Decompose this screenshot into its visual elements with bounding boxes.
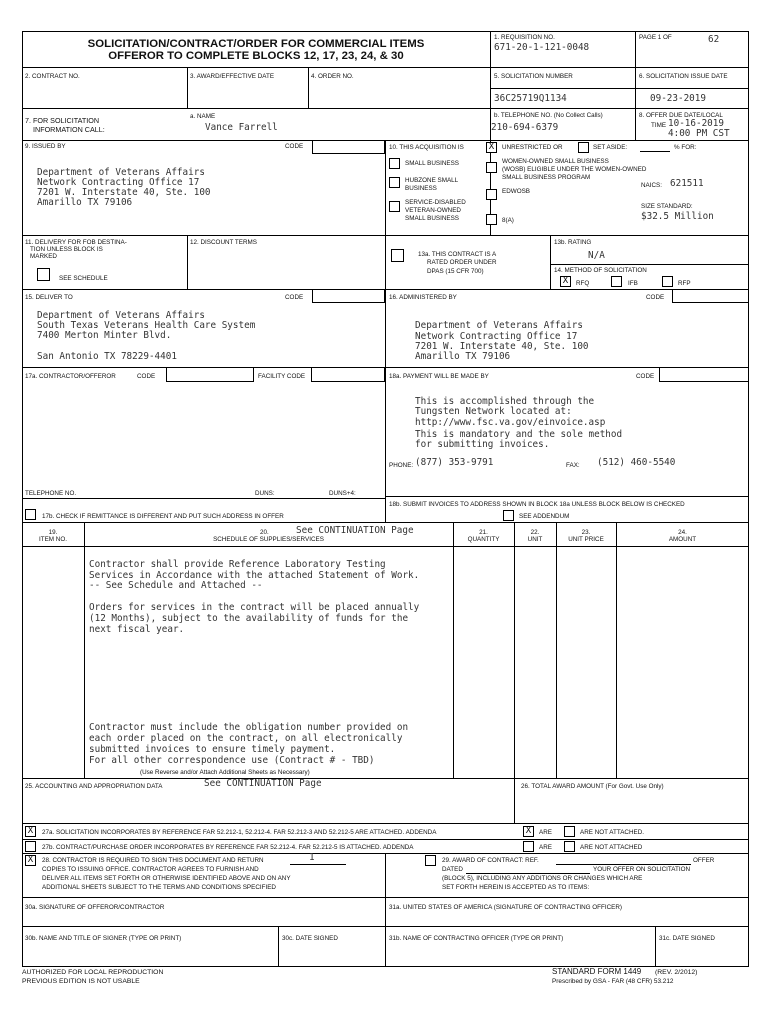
see-schedule-checkbox[interactable] <box>37 268 50 281</box>
col19-header-2: ITEM NO. <box>39 536 67 543</box>
addenda-b-are-not-checkbox[interactable] <box>564 841 575 852</box>
delivery-label-3: MARKED <box>30 253 57 260</box>
copies-field[interactable]: 1 <box>309 852 315 863</box>
administered-by-label: 16. ADMINISTERED BY <box>389 294 457 301</box>
phone-label: b. TELEPHONE NO. (No Collect Calls) <box>494 112 603 119</box>
issued-by-line: Network Contracting Office 17 <box>37 177 200 188</box>
offer-due-time[interactable]: 4:00 PM CST <box>668 128 730 139</box>
schedule-footnote: (Use Reverse and/or Attach Additional Sheets as Necessary) <box>140 769 310 776</box>
order-no-label: 4. ORDER NO. <box>311 73 354 80</box>
award-offer-label: OFFER <box>693 857 715 864</box>
col21-header: 21. <box>479 529 488 536</box>
sdvosb-label-3: SMALL BUSINESS <box>405 215 460 222</box>
payment-line: for submitting invoices. <box>415 439 550 450</box>
name-label: a. NAME <box>190 113 216 120</box>
method-label: 14. METHOD OF SOLICITATION <box>554 267 647 274</box>
rated-order-label-2: RATED ORDER UNDER <box>427 259 497 266</box>
rating-field[interactable]: N/A <box>588 250 605 261</box>
date-signed-30c-label: 30c. DATE SIGNED <box>282 935 338 942</box>
acquisition-label: 10. THIS ACQUISITION IS <box>389 144 464 151</box>
rated-order-checkbox[interactable] <box>391 249 404 262</box>
total-award-label: 26. TOTAL AWARD AMOUNT (For Govt. Use Only) <box>521 783 664 790</box>
rating-label: 13b. RATING <box>554 239 592 246</box>
rule <box>655 926 656 967</box>
clause-28-text-4: ADDITIONAL SHEETS SUBJECT TO THE TERMS AND CONDITIONS SPECIFIED <box>42 884 276 891</box>
award-checkbox[interactable] <box>425 855 436 866</box>
block7-label-2: INFORMATION CALL: <box>33 125 105 134</box>
set-aside-checkbox[interactable] <box>578 142 589 153</box>
naics-label: NAICS: <box>641 182 662 189</box>
administered-by-code-field[interactable] <box>672 289 749 303</box>
rule <box>22 108 749 109</box>
col19-header: 19. <box>48 529 58 536</box>
rule <box>385 496 749 497</box>
schedule-text: -- See Schedule and Attached -- <box>89 580 263 591</box>
deliver-to-code-label: CODE <box>285 294 304 301</box>
size-standard-label: SIZE STANDARD: <box>641 203 693 210</box>
col24-header-2: AMOUNT <box>668 536 697 543</box>
addenda-b-are-not-label: ARE NOT ATTACHED <box>580 844 643 851</box>
award-text: 29. AWARD OF CONTRACT: REF. <box>442 857 539 864</box>
eight-a-label: 8(A) <box>502 217 514 224</box>
schedule-text: For all other correspondence use (Contract # - TBD) <box>89 755 375 766</box>
col22-header: 22. <box>530 529 540 536</box>
telephone-label: TELEPHONE NO. <box>25 490 77 497</box>
col20-header-2: SCHEDULE OF SUPPLIES/SERVICES <box>213 536 324 543</box>
award-date-label: 3. AWARD/EFFECTIVE DATE <box>190 73 275 80</box>
rule <box>550 235 551 289</box>
sdvosb-label-2: VETERAN-OWNED <box>405 207 461 214</box>
unrestricted-checkbox[interactable]: X <box>486 142 497 153</box>
administered-by-line: Amarillo TX 79106 <box>415 351 511 362</box>
rule <box>22 522 749 523</box>
addenda-b-are-label: ARE <box>539 844 552 851</box>
offer-due-label: 8. OFFER DUE DATE/LOCAL <box>639 112 723 119</box>
rule <box>187 67 188 108</box>
col20-note: See CONTINUATION Page <box>296 525 414 536</box>
issued-by-line: Department of Veterans Affairs <box>37 167 205 178</box>
signature-offeror-label: 30a. SIGNATURE OF OFFEROR/CONTRACTOR <box>25 904 165 911</box>
footer-form-rev: (REV. 2/2012) <box>655 969 698 976</box>
footer-edition: PREVIOUS EDITION IS NOT USABLE <box>22 978 140 985</box>
clause-27b-checkbox[interactable] <box>25 841 36 852</box>
rule <box>278 926 279 967</box>
rfp-label: RFP <box>678 280 691 287</box>
submit-invoices-label: 18b. SUBMIT INVOICES TO ADDRESS SHOWN IN BLOCK 18a UNLESS BLOCK BELOW IS CHECKED <box>389 501 685 508</box>
unrestricted-label: UNRESTRICTED OR <box>502 144 563 151</box>
discount-terms-label: 12. DISCOUNT TERMS <box>190 239 257 246</box>
award-dated-label: DATED <box>442 866 463 873</box>
addenda-are-label: ARE <box>539 829 552 836</box>
contractor-label: 17a. CONTRACTOR/OFFEROR <box>25 373 116 380</box>
addenda-are-checkbox[interactable]: X <box>523 826 534 837</box>
duns-label: DUNS: <box>255 490 275 497</box>
deliver-to-line: Department of Veterans Affairs <box>37 310 205 321</box>
issued-by-label: 9. ISSUED BY <box>25 143 66 150</box>
requisition-field[interactable]: 671-20-1-121-0048 <box>494 42 590 53</box>
hubzone-checkbox[interactable] <box>389 177 400 188</box>
clause-27a-checkbox[interactable]: X <box>25 826 36 837</box>
clause-28-text-3: DELIVER ALL ITEMS SET FORTH OR OTHERWISE IDENTIFIED ABOVE AND ON ANY <box>42 875 291 882</box>
contractor-code-label: CODE <box>137 373 156 380</box>
issued-by-code-field[interactable] <box>312 140 385 154</box>
set-aside-label: SET ASIDE: <box>593 144 628 151</box>
date-signed-31c-label: 31c. DATE SIGNED <box>659 935 715 942</box>
form-subtitle: OFFEROR TO COMPLETE BLOCKS 12, 17, 23, 24, & 30 <box>108 50 404 62</box>
rated-order-label-3: DPAS (15 CFR 700) <box>427 268 484 275</box>
see-schedule-label: SEE SCHEDULE <box>59 275 108 282</box>
offer-due-label-2: TIME <box>651 122 667 129</box>
rule <box>550 264 749 265</box>
rated-order-label: 13a. THIS CONTRACT IS A <box>418 251 497 258</box>
small-business-label: SMALL BUSINESS <box>405 160 460 167</box>
for-label: % FOR: <box>674 144 697 151</box>
remittance-checkbox[interactable] <box>25 509 36 520</box>
solicitation-no-label: 5. SOLICITATION NUMBER <box>494 73 573 80</box>
rfp-checkbox[interactable] <box>662 276 673 287</box>
contract-no-label: 2. CONTRACT NO. <box>25 73 80 80</box>
rule <box>453 522 454 778</box>
schedule-text: Contractor must include the obligation number provided on <box>89 722 409 733</box>
small-business-checkbox[interactable] <box>389 158 400 169</box>
phone-field[interactable]: 210-694-6379 <box>491 122 559 133</box>
clause-28-checkbox[interactable]: X <box>25 855 36 866</box>
page-total: 62 <box>708 34 720 45</box>
schedule-text: each order placed on the contract, on all electronically <box>89 733 403 744</box>
rule <box>514 522 515 778</box>
rule <box>385 926 386 967</box>
payment-fax-label: FAX: <box>566 462 580 469</box>
requisition-label: 1. REQUISITION NO. <box>494 34 555 41</box>
payment-fax-field: (512) 460-5540 <box>597 457 676 468</box>
rule <box>22 67 749 68</box>
signer-name-label: 30b. NAME AND TITLE OF SIGNER (TYPE OR PRINT) <box>25 935 182 942</box>
ifb-checkbox[interactable] <box>611 276 622 287</box>
addenda-are-not-checkbox[interactable] <box>564 826 575 837</box>
rule <box>385 140 386 522</box>
rule <box>308 67 309 108</box>
deliver-to-label: 15. DELIVER TO <box>25 294 73 301</box>
rule <box>187 235 188 289</box>
issue-date-label: 6. SOLICITATION ISSUE DATE <box>639 73 728 80</box>
accounting-label: 25. ACCOUNTING AND APPROPRIATION DATA <box>25 783 163 790</box>
col20-header: 20. <box>260 529 269 536</box>
clause-27b-label: 27b. CONTRACT/PURCHASE ORDER INCORPORATES BY REFERENCE FAR 52.212-4. FAR 52.212-5 IS ATTACHED. ADDENDA <box>42 844 414 851</box>
delivery-label-2: TION UNLESS BLOCK IS <box>30 246 103 253</box>
sdvosb-checkbox[interactable] <box>389 201 400 212</box>
see-addendum-checkbox[interactable] <box>503 510 514 521</box>
contractor-code-field[interactable] <box>166 367 254 382</box>
see-addendum-label: SEE ADDENDUM <box>519 513 570 520</box>
wosb-label-3: SMALL BUSINESS PROGRAM <box>502 174 591 181</box>
administered-by-line: Department of Veterans Affairs <box>415 320 583 331</box>
block7-label: 7. FOR SOLICITATION <box>25 116 100 125</box>
award-text-3: (BLOCK 5), INCLUDING ANY ADDITIONS OR CHANGES WHICH ARE <box>442 875 643 882</box>
schedule-text: Services in Accordance with the attached Statement of Work. <box>89 570 420 581</box>
clause-28-text: 28. CONTRACTOR IS REQUIRED TO SIGN THIS DOCUMENT AND RETURN <box>42 857 264 864</box>
eight-a-checkbox[interactable] <box>486 214 497 225</box>
payment-phone-field: (877) 353-9791 <box>415 457 494 468</box>
rule <box>385 853 386 926</box>
offer-due-date[interactable]: 10-16-2019 <box>668 118 724 129</box>
payment-line: Tungsten Network located at: <box>415 406 572 417</box>
payment-code-field[interactable] <box>659 367 749 382</box>
clause-28-text-2: COPIES TO ISSUING OFFICE. CONTRACTOR AGREES TO FURNISH AND <box>42 866 259 873</box>
rule <box>556 522 557 778</box>
copies-underline <box>290 864 346 865</box>
footer-prescribed: Prescribed by GSA - FAR (48 CFR) 53.212 <box>552 978 674 985</box>
ifb-label: IFB <box>628 280 638 287</box>
solicitation-no-field[interactable]: 36C25719Q1134 <box>494 93 567 104</box>
rule <box>514 778 515 823</box>
set-aside-pct-line <box>640 151 670 152</box>
administered-by-line: 7201 W. Interstate 40, Ste. 100 <box>415 341 589 352</box>
rule <box>616 522 617 778</box>
delivery-label: 11. DELIVERY FOR FOB DESTINA- <box>25 239 127 246</box>
rule <box>490 88 749 89</box>
rule <box>22 498 385 499</box>
issued-by-code-label: CODE <box>285 143 304 150</box>
payment-phone-label: PHONE: <box>389 462 414 469</box>
hubzone-label-2: BUSINESS <box>405 185 437 192</box>
name-field[interactable]: Vance Farrell <box>205 122 278 133</box>
form-title: SOLICITATION/CONTRACT/ORDER FOR COMMERCIAL ITEMS <box>87 38 425 50</box>
payment-line: This is mandatory and the sole method <box>415 429 623 440</box>
sdvosb-label: SERVICE-DISABLED <box>405 199 466 206</box>
award-your-offer: YOUR OFFER ON SOLICITATION <box>593 866 691 873</box>
rfq-checkbox[interactable]: X <box>560 276 571 287</box>
rule <box>22 839 749 840</box>
hubzone-label: HUBZONE SMALL <box>405 177 459 184</box>
payment-line: This is accomplished through the <box>415 396 595 407</box>
addenda-b-are-checkbox[interactable] <box>523 841 534 852</box>
edwosb-label: EDWOSB <box>502 188 530 195</box>
payment-label: 18a. PAYMENT WILL BE MADE BY <box>389 373 489 380</box>
issue-date-field[interactable]: 09-23-2019 <box>650 93 706 104</box>
schedule-text: Orders for services in the contract will be placed annually <box>89 602 420 613</box>
edwosb-checkbox[interactable] <box>486 189 497 200</box>
col23-header: 23. <box>581 529 591 536</box>
schedule-text: submitted invoices to ensure timely payment. <box>89 744 336 755</box>
page-label: PAGE 1 OF <box>639 34 672 41</box>
footer-reproduction: AUTHORIZED FOR LOCAL REPRODUCTION <box>22 969 164 976</box>
rfq-label: RFQ <box>576 280 590 287</box>
clause-27a-label: 27a. SOLICITATION INCORPORATES BY REFERENCE FAR 52.212-1, 52.212-4. FAR 52.212-3 AND 52.212-5 ARE ATTACHED. ADDENDA <box>42 829 437 836</box>
wosb-label-2: (WOSB) ELIGIBLE UNDER THE WOMEN-OWNED <box>502 166 647 173</box>
signature-officer-label: 31a. UNITED STATES OF AMERICA (SIGNATURE OF CONTRACTING OFFICER) <box>389 904 623 911</box>
wosb-checkbox[interactable] <box>486 162 497 173</box>
naics-field[interactable]: 621511 <box>670 178 704 189</box>
facility-code-field[interactable] <box>311 367 385 382</box>
addenda-are-not-label: ARE NOT ATTACHED. <box>580 829 645 836</box>
col22-header-2: UNIT <box>527 536 543 543</box>
rule <box>84 522 85 778</box>
rule <box>22 546 749 547</box>
administered-by-code-label: CODE <box>646 294 665 301</box>
schedule-text: Contractor shall provide Reference Laboratory Testing <box>89 559 386 570</box>
award-text-4: SET FORTH HEREIN IS ACCEPTED AS TO ITEMS: <box>442 884 590 891</box>
payment-line: http://www.fsc.va.gov/einvoice.asp <box>415 417 606 428</box>
issued-by-line: Amarillo TX 79106 <box>37 197 133 208</box>
deliver-to-line: South Texas Veterans Health Care System <box>37 320 256 331</box>
payment-code-label: CODE <box>636 373 655 380</box>
col23-header-2: UNIT PRICE <box>568 536 604 543</box>
rule <box>22 778 749 779</box>
duns4-label: DUNS+4: <box>329 490 356 497</box>
officer-name-label: 31b. NAME OF CONTRACTING OFFICER (TYPE OR PRINT) <box>389 935 564 942</box>
wosb-label: WOMEN-OWNED SMALL BUSINESS <box>502 158 609 165</box>
award-dated-underline <box>466 873 590 874</box>
accounting-field[interactable]: See CONTINUATION Page <box>204 778 322 789</box>
rule <box>22 823 749 824</box>
rule <box>635 31 636 140</box>
schedule-text: next fiscal year. <box>89 624 185 635</box>
deliver-to-code-field[interactable] <box>312 289 385 303</box>
award-ref-underline <box>556 864 691 865</box>
schedule-text: (12 Months), subject to the availability of funds for the <box>89 613 409 624</box>
footer-form-name: STANDARD FORM 1449 <box>552 967 642 976</box>
administered-by-line: Network Contracting Office 17 <box>415 331 578 342</box>
col24-header: 24. <box>678 529 687 536</box>
facility-code-label: FACILITY CODE <box>258 373 306 380</box>
issued-by-line: 7201 W. Interstate 40, Ste. 100 <box>37 187 211 198</box>
deliver-to-line: 7400 Merton Minter Blvd. <box>37 330 172 341</box>
col21-header-2: QUANTITY <box>467 536 500 543</box>
remittance-label: 17b. CHECK IF REMITTANCE IS DIFFERENT AND PUT SUCH ADDRESS IN OFFER <box>42 513 284 520</box>
size-standard-field[interactable]: $32.5 Million <box>641 211 714 222</box>
deliver-to-line: San Antonio TX 78229-4401 <box>37 351 177 362</box>
